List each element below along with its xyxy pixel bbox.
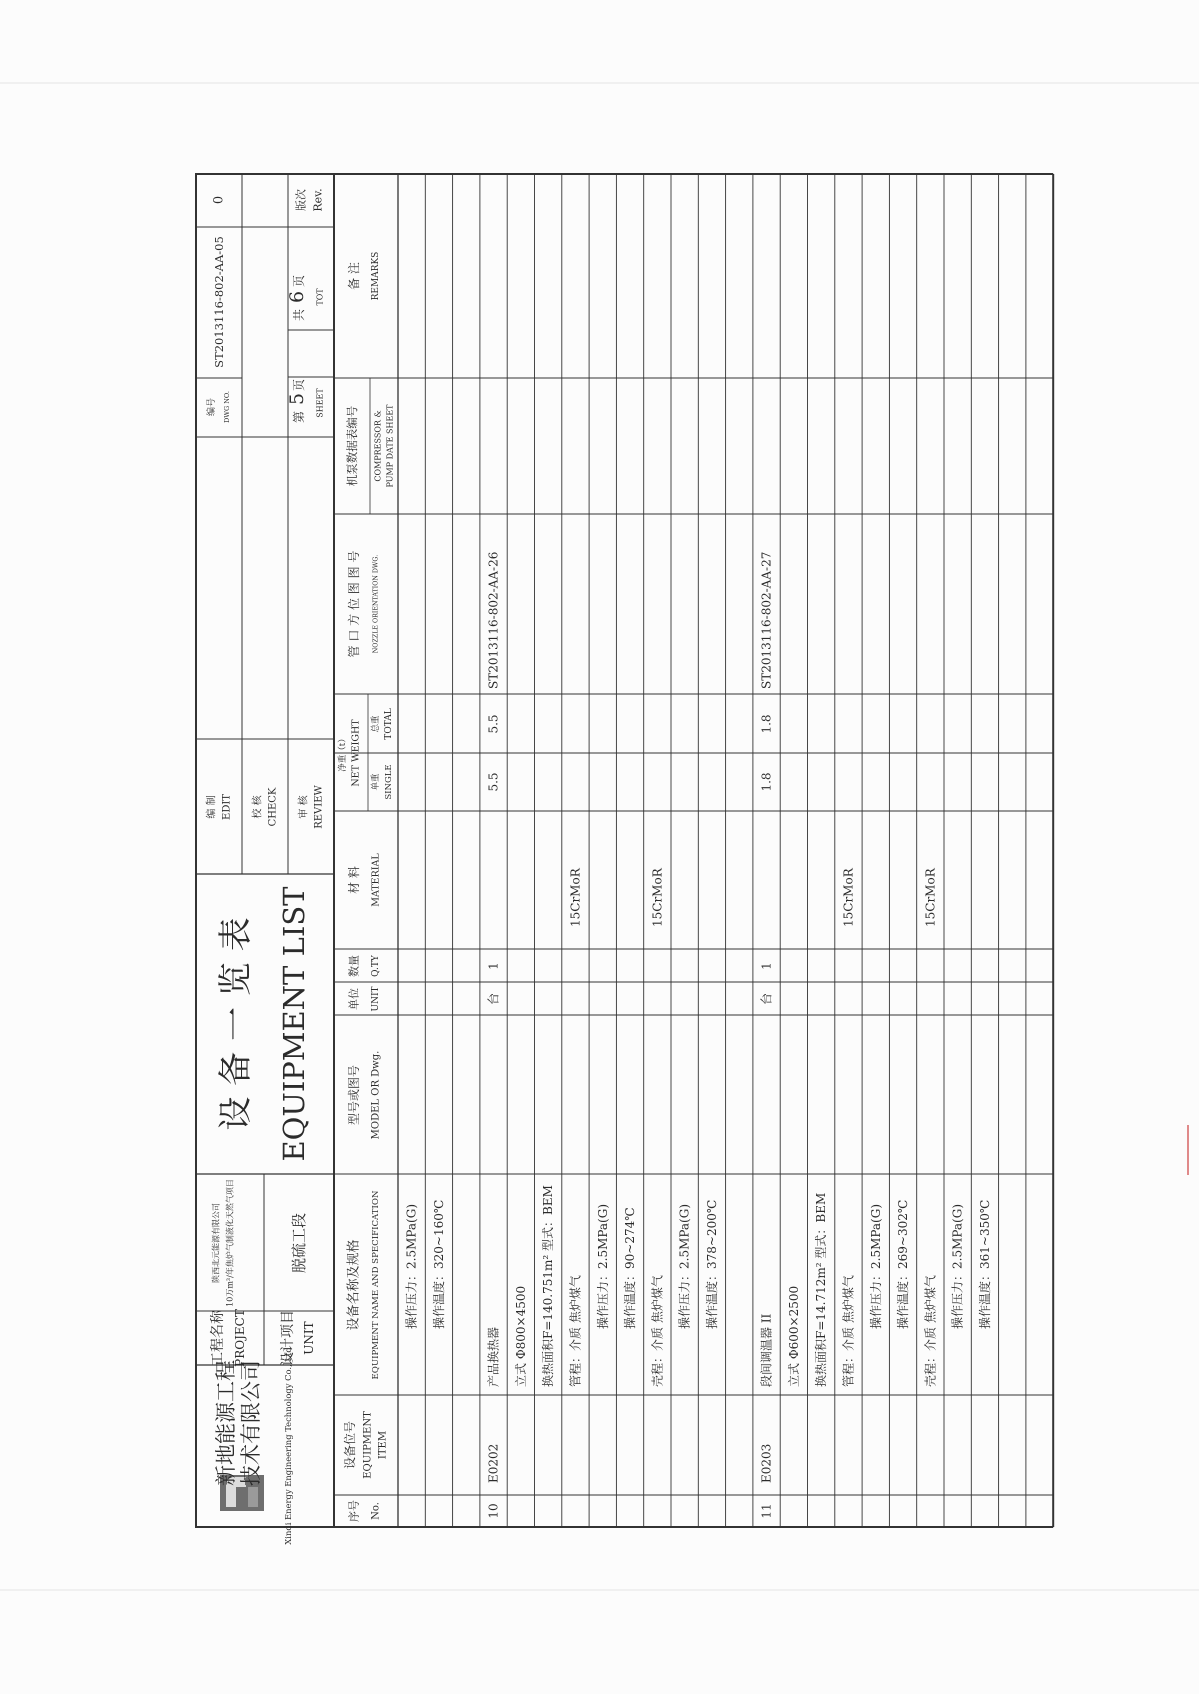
col-header-material: 材 料: [347, 866, 361, 894]
col-header-material-english: MATERIAL: [370, 853, 382, 907]
row-single-weight: 5.5: [486, 772, 501, 792]
col-header-model: 型号或图号: [347, 1064, 361, 1126]
row-total-weight: 5.5: [486, 714, 501, 734]
drawing-number-label-english: DWG NO.: [223, 391, 231, 423]
row-specification: 操作压力：2.5MPa(G): [868, 1203, 883, 1329]
col-header-nozzle: 管 口 方 位 图 图 号: [347, 550, 361, 658]
table-row: [704, 1200, 719, 1329]
row-material: 15CrMoR: [650, 868, 665, 927]
row-specification: 管程：介质 焦炉煤气: [568, 1275, 583, 1387]
total-sheets-number: 6: [286, 290, 308, 304]
sheet-label-english: SHEET: [315, 388, 325, 418]
col-header-pump-english: COMPRESSOR &: [373, 410, 383, 482]
table-row: [431, 1200, 446, 1329]
unit-label: 设计项目: [280, 1310, 296, 1366]
table-row: [813, 1193, 828, 1387]
review-label: 审 核: [298, 795, 310, 819]
row-equipment-item: E0203: [759, 1443, 774, 1483]
row-specification: 操作温度：90~274℃: [623, 1207, 638, 1329]
revision-label-english: Rev.: [311, 188, 325, 212]
unit-value: 脱硫工段: [290, 1212, 308, 1274]
row-unit: 台: [759, 992, 774, 1006]
sheet-prefix: 第: [292, 410, 306, 424]
row-specification: 操作压力：2.5MPa(G): [595, 1203, 610, 1329]
sheet-number: 5: [286, 392, 308, 406]
row-specification: 立式 Φ600×2500: [786, 1285, 801, 1387]
row-quantity: 1: [759, 962, 774, 970]
title-english: EQUIPMENT LIST: [277, 886, 311, 1162]
check-label-english: CHECK: [267, 787, 279, 827]
equipment-list-form: [196, 174, 1053, 1545]
row-specification: 产品换热器: [486, 1326, 501, 1387]
col-header-total: 总重: [371, 715, 381, 733]
company-name-english: Xindi Energy Engineering Technology Co., Ltd: [283, 1347, 293, 1545]
drawing-number-label: 编号: [207, 397, 217, 417]
table-row: [786, 1286, 801, 1387]
col-header-pump: 机泵数据表编号: [345, 405, 359, 487]
row-no: 10: [486, 1503, 501, 1519]
col-header-qty: 数量: [347, 955, 361, 977]
edit-label-english: EDIT: [221, 794, 233, 820]
col-header-weight-english: NET WEIGHT: [350, 719, 362, 787]
col-header-nozzle-english: NOZZLE ORIENTATION DWG.: [372, 554, 380, 654]
row-material: 15CrMoR: [568, 868, 583, 927]
row-specification: 操作温度：361~350℃: [977, 1199, 992, 1329]
col-header-unit: 单位: [347, 988, 361, 1010]
total-suffix: 页: [292, 274, 306, 288]
table-row: [759, 552, 774, 1519]
total-prefix: 共: [292, 308, 306, 322]
table-row: [404, 1204, 419, 1329]
table-row: [486, 552, 501, 1519]
revision-value: 0: [211, 195, 227, 205]
edit-label: 编 制: [206, 795, 218, 819]
table-row: [677, 1204, 692, 1329]
title-chinese: 设 备 一 览 表: [216, 917, 256, 1131]
col-header-item-english: EQUIPMENT: [362, 1411, 374, 1479]
row-nozzle-drawing: ST2013116-802-AA-27: [759, 551, 774, 689]
table-row: [595, 1204, 610, 1329]
table-row: [649, 867, 664, 1387]
col-header-qty-english: Q.TY: [371, 955, 381, 977]
row-nozzle-drawing: ST2013116-802-AA-26: [486, 551, 501, 689]
project-name-line2: 10万m³/年焦炉气制液化天然气项目: [225, 1179, 235, 1307]
project-label: 工程名称: [210, 1310, 226, 1366]
row-specification: 壳程：介质 焦炉煤气: [923, 1275, 938, 1387]
table-row: [567, 867, 582, 1387]
row-specification: 换热面积F=14.712m² 型式：BEM: [814, 1192, 829, 1387]
review-label-english: REVIEW: [313, 785, 325, 829]
row-specification: 操作温度：378~200℃: [704, 1199, 719, 1329]
row-single-weight: 1.8: [759, 772, 774, 792]
row-material: 15CrMoR: [923, 868, 938, 927]
row-specification: 管程：介质 焦炉煤气: [841, 1275, 856, 1387]
sheet-suffix: 页: [292, 378, 306, 392]
row-specification: 壳程：介质 焦炉煤气: [650, 1275, 665, 1387]
col-header-spec-english: EQUIPMENT NAME AND SPECIFICATION: [371, 1190, 381, 1380]
total-label-english: TOT: [315, 288, 325, 306]
col-header-unit-english: UNIT: [371, 986, 381, 1012]
equipment-table: [334, 174, 1053, 1527]
unit-label-english: UNIT: [302, 1321, 316, 1355]
table-row: [922, 867, 937, 1387]
col-header-spec: 设备名称及规格: [346, 1239, 362, 1331]
row-equipment-item: E0202: [486, 1443, 501, 1483]
table-row: [540, 1185, 555, 1387]
table-row: [977, 1200, 992, 1329]
col-header-total-english: TOTAL: [384, 708, 394, 740]
col-header-no-english: No.: [370, 1502, 382, 1520]
project-name-line1: 陕西北元能源有限公司: [211, 1203, 221, 1283]
check-label: 校 核: [252, 795, 264, 819]
col-header-pump-english-2: PUMP DATE SHEET: [385, 404, 395, 488]
drawing-number: ST2013116-802-AA-05: [212, 236, 226, 368]
row-quantity: 1: [486, 962, 501, 970]
col-header-model-english: MODEL OR Dwg.: [370, 1050, 382, 1140]
row-specification: 换热面积F=140.751m² 型式：BEM: [541, 1185, 556, 1387]
table-row: [840, 867, 855, 1387]
row-specification: 操作压力：2.5MPa(G): [677, 1203, 692, 1329]
row-material: 15CrMoR: [841, 868, 856, 927]
row-specification: 操作温度：269~302℃: [896, 1199, 911, 1329]
row-total-weight: 1.8: [759, 714, 774, 734]
table-row: [950, 1204, 965, 1329]
col-header-remarks: 备 注: [347, 262, 361, 290]
row-unit: 台: [486, 992, 501, 1006]
row-specification: 段间调温器 II: [759, 1313, 774, 1387]
col-header-item-english-2: ITEM: [377, 1430, 389, 1460]
col-header-item: 设备位号: [343, 1420, 357, 1470]
table-row: [895, 1200, 910, 1329]
table-row: [513, 1286, 528, 1387]
table-row: [622, 1207, 637, 1329]
col-header-single: 单重: [371, 773, 381, 791]
table-row: [868, 1204, 883, 1329]
col-header-no: 序号: [347, 1500, 361, 1522]
row-specification: 操作压力：2.5MPa(G): [950, 1203, 965, 1329]
row-specification: 操作压力：2.5MPa(G): [404, 1203, 419, 1329]
company-name-line2: 技术有限公司: [239, 1360, 263, 1486]
col-header-weight: 净重（t）: [338, 734, 348, 772]
revision-label: 版次: [294, 189, 308, 211]
row-specification: 立式 Φ800×4500: [513, 1285, 528, 1387]
project-label-english: PROJECT: [233, 1309, 247, 1367]
company-name-line1: 新地能源工程: [214, 1360, 238, 1486]
row-specification: 操作温度：320~160℃: [431, 1199, 446, 1329]
row-no: 11: [759, 1503, 774, 1519]
col-header-remarks-english: REMARKS: [371, 251, 381, 301]
col-header-single-english: SINGLE: [384, 764, 394, 800]
